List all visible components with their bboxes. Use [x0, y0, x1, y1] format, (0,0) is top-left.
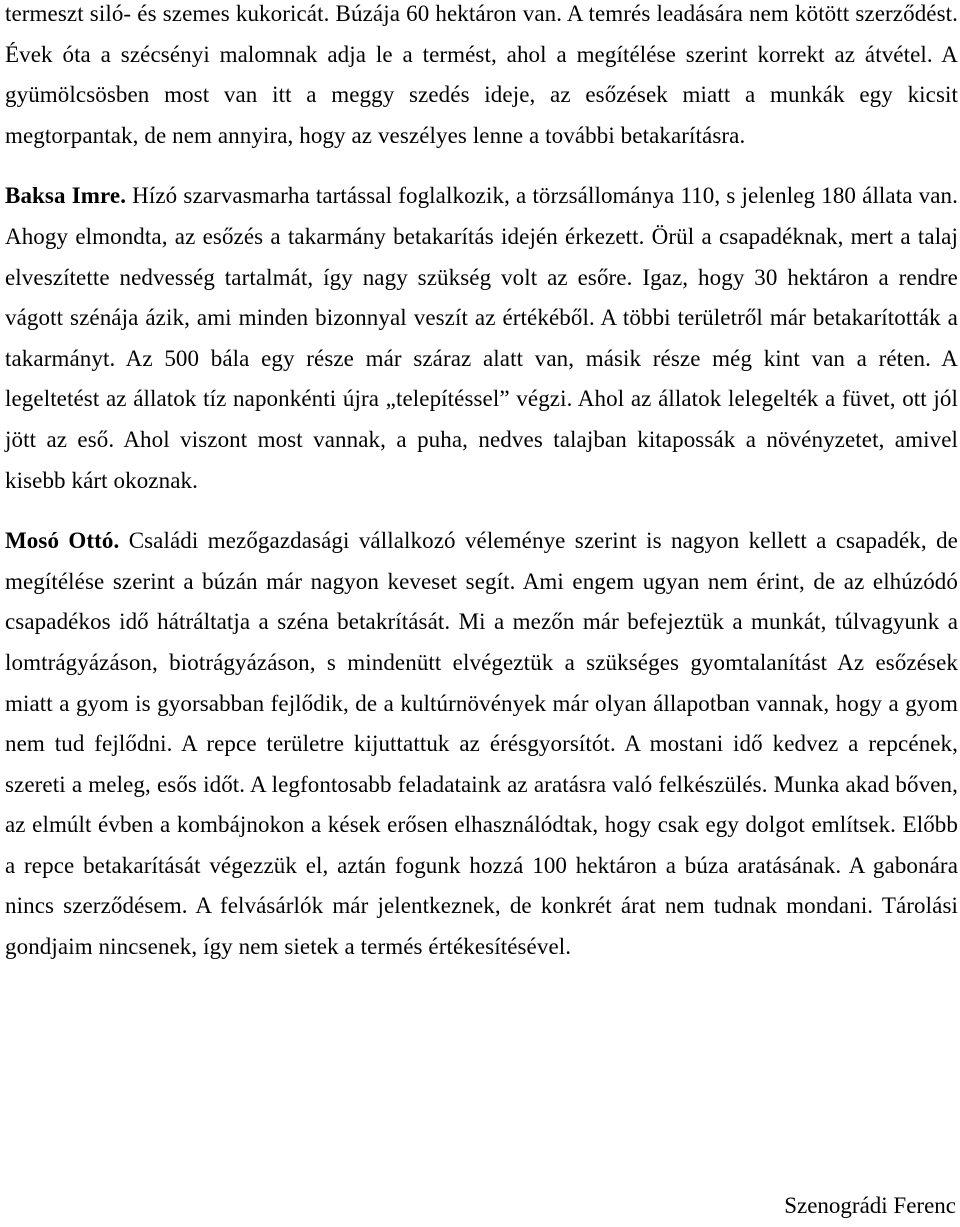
- paragraph-baksa-imre: [5, 176, 958, 501]
- paragraph-text: Hízó szarvasmarha tartással foglalkozik, a törzsállománya 110, s jelenleg 180 állata van. Ahogy elmondta, az esőzés a takarmány betakarítás idején érkezett. Örül a csapadéknak, mert a talaj elveszítette nedvesség tartalmát, így nagy szükség volt az esőre. Igaz, hogy 30 hektáron a rendre vágott szénája ázik, ami minden bizonnyal veszít az értékéből. A többi területről már betakarították a takarmányt. Az 500 bála egy része már száraz alatt van, másik része még kint van a réten. A legeltetést az állatok tíz naponkénti újra „telepítéssel” végzi. Ahol az állatok lelegelték a füvet, ott jól jött az eső. Ahol viszont most vannak, a puha, nedves talajban kitapossák a növényzetet, amivel kisebb kárt okoznak.: [5, 183, 959, 493]
- paragraph-text: Családi mezőgazdasági vállalkozó véleménye szerint is nagyon kellett a csapadék, de megítélése szerint a búzán már nagyon keveset segít. Ami engem ugyan nem érint, de az elhúzódó csapadékos idő hátráltatja a széna betakrítását. Mi a mezőn már befejeztük a munkát, túlvagyunk a lomtrágyázáson, biotrágyázáson, s mindenütt elvégeztük a szükséges gyomtalanítást Az esőzések miatt a gyom is gyorsabban fejlődik, de a kultúrnövények már olyan állapotban vannak, hogy a gyom nem tud fejlődni. A repce területre kijuttattuk az érésgyorsítót. A mostani idő kedvez a repcének, szereti a meleg, esős időt. A legfontosabb feladataink az aratásra való felkészülés. Munka akad bőven, az elmúlt évben a kombájnokon a kések erősen elhasználódtak, hogy csak egy dolgot említsek. Előbb a repce betakarítását végezzük el, aztán fogunk hozzá 100 hektáron a búza aratásának. A gabonára nincs szerződésem. A felvásárlók már jelentkeznek, de konkrét árat nem tudnak mondani. Tárolási gondjaim nincsenek, így nem sietek a termés értékesítésével.: [5, 528, 958, 960]
- paragraph-intro: [5, 0, 958, 156]
- paragraph-moso-otto: [5, 521, 958, 968]
- author-signature: Szenográdi Ferenc: [784, 1193, 956, 1218]
- speaker-name: Mosó Ottó.: [5, 528, 120, 554]
- paragraph-text: termeszt siló- és szemes kukoricát. Búzája 60 hektáron van. A temrés leadására nem kötött szerződést. Évek óta a szécsényi malomnak adja le a termést, ahol a megítélése szerint korrekt az átvétel. A gyümölcsösben most van itt a meggy szedés ideje, az esőzések miatt a munkák egy kicsit megtorpantak, de nem annyira, hogy az veszélyes lenne a további betakarításra.: [5, 1, 958, 148]
- speaker-name: Baksa Imre.: [5, 183, 127, 209]
